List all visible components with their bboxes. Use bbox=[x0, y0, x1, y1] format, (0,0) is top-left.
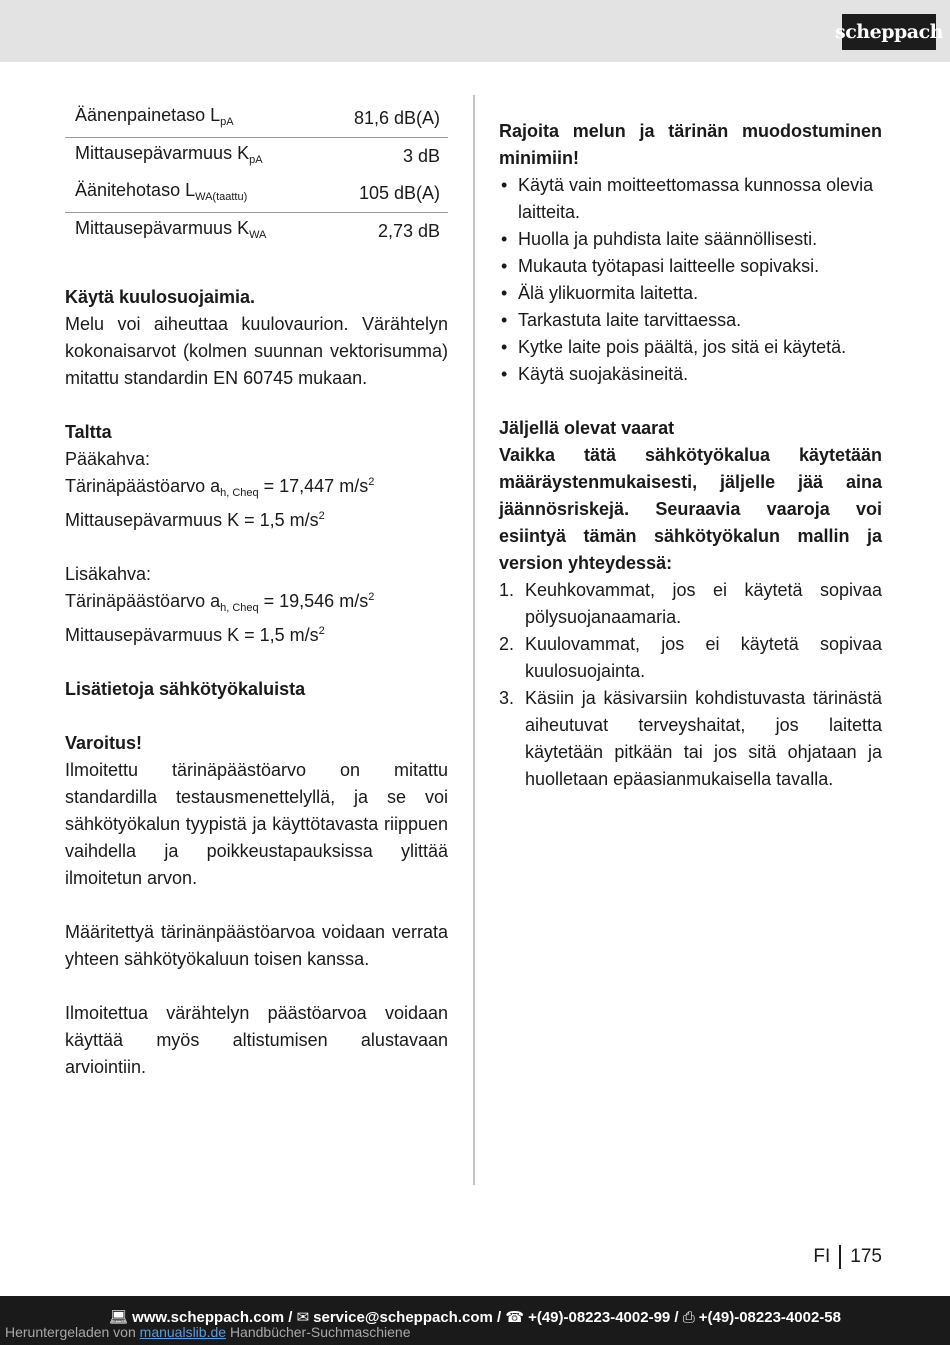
noise-spec-table bbox=[65, 100, 448, 250]
minimize-list bbox=[499, 172, 882, 388]
list-item: • Kytke laite pois päältä, jos sitä ei käytetä. bbox=[499, 334, 882, 361]
spec-value: 2,73 dB bbox=[377, 221, 440, 241]
warning-text: Ilmoitettu tärinäpäästöarvo on mitattu standardilla testausmenettelyllä, ja se voi sähkötyökalun tyypistä ja käyttötavasta riippuen vaihdella ja poikkeustapauksissa ylittää ilmoitetun arvon. bbox=[65, 760, 448, 888]
list-item: 3. Käsiin ja käsivarsiin kohdistuvasta tärinästä aiheutuvat terveyshaitat, jos laitetta käytetään pitkään tai jos sitä ohjataan ja huolletaan epäasianmukaisella tavalla. bbox=[499, 688, 882, 789]
aux-handle-uncertainty: Mittausepävarmuus K = 1,5 $m/s^2$ bbox=[65, 625, 325, 645]
phone-icon: ☎ bbox=[505, 1309, 525, 1326]
phone-number: +(49)-08223-4002-99 / bbox=[528, 1309, 679, 1326]
fax-number: +(49)-08223-4002-58 bbox=[698, 1309, 841, 1326]
warning-heading: Varoitus! bbox=[65, 733, 143, 753]
list-item: • Huolla ja puhdista laite säännöllisesti. bbox=[499, 226, 882, 253]
power-tool-info-heading: Lisätietoja sähkötyökaluista bbox=[65, 679, 306, 699]
residual-risks-intro: Vaikka tätä sähkötyökalua käytetään määräystenmukaisesti, jäljelle jää aina jäännösriskejä. Seuraavia vaaroja voi esiintyä tämän sähkötyökalun mallin ja version yhteydessä: bbox=[499, 445, 882, 573]
main-handle-emission: Tärinäpäästöarvo $a_{h, Cheq} = 17,447$ $m/s^2$ bbox=[65, 476, 375, 499]
list-item: 2. Kuulovammat, jos ei käytetä sopivaa kuulosuojainta. bbox=[499, 634, 882, 681]
hearing-protection-text: Melu voi aiheuttaa kuulovaurion. Värähtelyn kokonaisarvot (kolmen suunnan vektorisumma) mitattu standardin EN 60745 mukaan. bbox=[65, 314, 448, 388]
column-divider bbox=[473, 95, 475, 1185]
spec-value: 105 dB(A) bbox=[321, 175, 448, 213]
spec-label: Mittausepävarmuus $K_{pA}$ bbox=[75, 142, 263, 166]
footer-band bbox=[0, 1296, 950, 1345]
brand-logo: scheppach bbox=[842, 14, 936, 50]
page-number-divider bbox=[839, 1245, 841, 1269]
manualslib-link[interactable]: manualslib.de bbox=[139, 1324, 227, 1340]
taltta-heading: Taltta bbox=[65, 422, 112, 442]
email-icon: ✉ bbox=[296, 1309, 310, 1326]
computer-icon: 💻︎ bbox=[109, 1309, 129, 1326]
main-handle-label: Pääkahva: bbox=[65, 449, 151, 469]
aux-handle-label: Lisäkahva: bbox=[65, 564, 152, 584]
fax-icon: ⎙ bbox=[682, 1309, 695, 1326]
spec-value: 3 dB bbox=[402, 146, 440, 166]
table-row bbox=[65, 100, 448, 138]
header-band bbox=[0, 0, 950, 62]
page-number-value: 175 bbox=[850, 1246, 882, 1267]
hearing-protection-heading: Käytä kuulosuojaimia. bbox=[65, 287, 256, 307]
list-item: • Mukauta työtapasi laitteelle sopivaksi. bbox=[499, 253, 882, 280]
aux-handle-emission: Tärinäpäästöarvo $a_{h, Cheq} = 19,546$ $m/s^2$ bbox=[65, 591, 375, 614]
hazards-list bbox=[499, 577, 882, 793]
spec-value: 81,6 dB(A) bbox=[321, 100, 448, 138]
language-code: FI bbox=[813, 1246, 831, 1267]
list-item: • Käytä suojakäsineitä. bbox=[499, 361, 882, 388]
right-column bbox=[499, 118, 882, 793]
residual-risks-heading: Jäljellä olevat vaarat bbox=[499, 418, 675, 438]
table-row bbox=[65, 213, 448, 251]
list-item: • Tarkastuta laite tarvittaessa. bbox=[499, 307, 882, 334]
spec-label: Äänitehotaso $L_{WA(taattu)}$ bbox=[65, 175, 321, 213]
table-row bbox=[65, 138, 448, 176]
exposure-text: Ilmoitettua värähtelyn päästöarvoa voidaan käyttää myös altistumisen alustavaan arviointiin. bbox=[65, 1003, 448, 1077]
list-item: • Käytä vain moitteettomassa kunnossa olevia laitteita. bbox=[499, 172, 882, 226]
comparison-text: Määritettyä tärinänpäästöarvoa voidaan verrata yhteen sähkötyökaluun toisen kanssa. bbox=[65, 922, 448, 969]
list-item: 1. Keuhkovammat, jos ei käytetä sopivaa pölysuojanaamaria. bbox=[499, 580, 882, 627]
email-link[interactable]: service@scheppach.com / bbox=[313, 1309, 502, 1326]
spec-label: Äänenpainetaso $L_{pA}$ bbox=[65, 100, 321, 138]
table-row bbox=[65, 175, 448, 213]
main-handle-uncertainty: Mittausepävarmuus K = 1,5 $m/s^2$ bbox=[65, 510, 325, 530]
download-note: Heruntergeladen von manualslib.de Handbücher-Suchmaschiene bbox=[5, 1324, 411, 1340]
list-item: • Älä ylikuormita laitetta. bbox=[499, 280, 882, 307]
website-link[interactable]: www.scheppach.com / bbox=[132, 1309, 293, 1326]
page-number bbox=[813, 1245, 882, 1269]
minimize-heading: Rajoita melun ja tärinän muodostuminen minimiin! bbox=[499, 121, 882, 168]
spec-label: Mittausepävarmuus $K_{WA}$ bbox=[75, 217, 267, 241]
left-column bbox=[65, 100, 448, 1081]
